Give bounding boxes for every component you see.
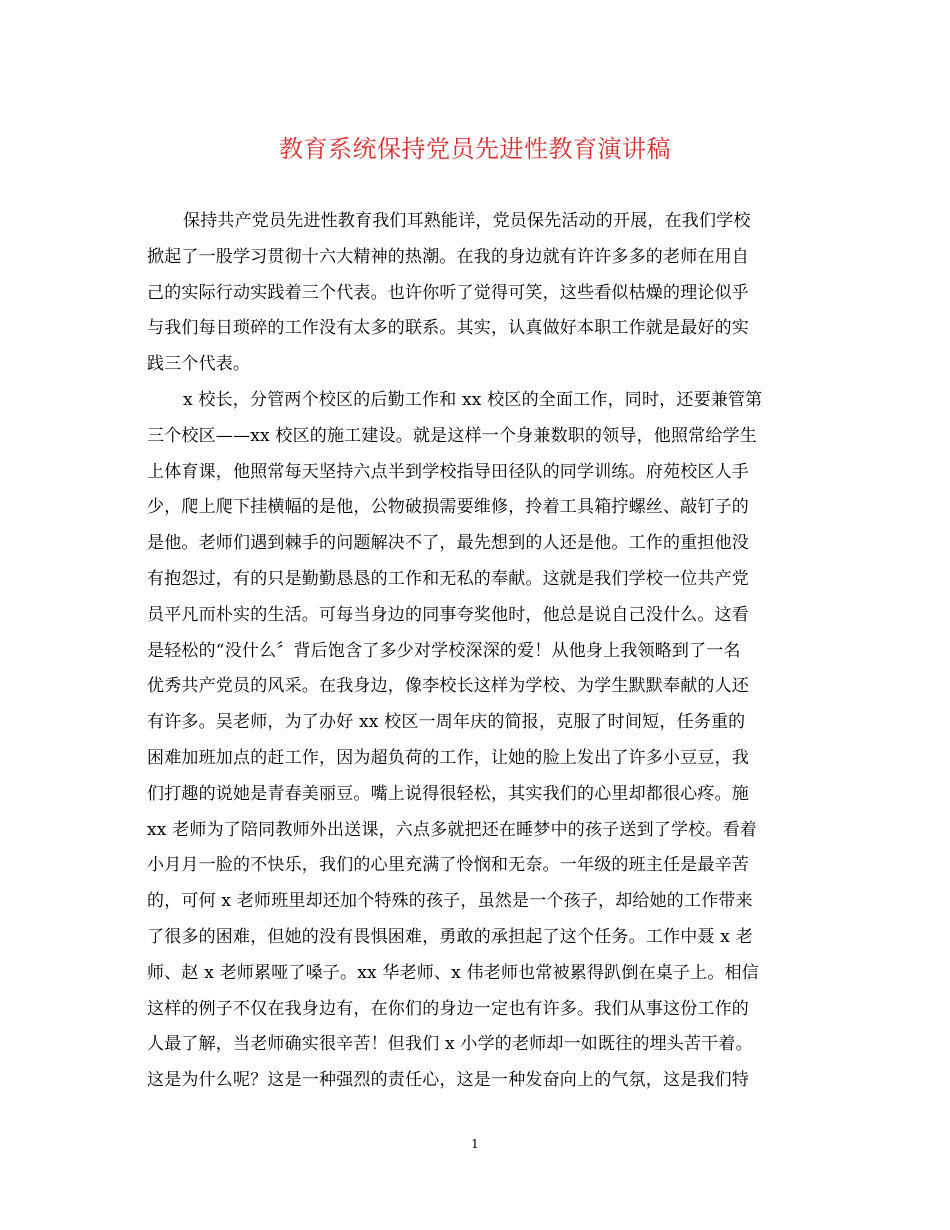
- text-line: 小月月一脸的不快乐，我们的心里充满了怜悯和无奈。一年级的班主任是最辛苦: [147, 855, 749, 876]
- text-line: 优秀共产党员的风采。在我身边，像李校长这样为学校、为学生默默奉献的人还: [147, 676, 749, 697]
- text-line: 这样的例子不仅在我身边有，在你们的身边一定也有许多。我们从事这份工作的: [147, 998, 749, 1019]
- text-line: xx 老师为了陪同教师外出送课，六点多就把还在睡梦中的孩子送到了学校。看着: [147, 819, 757, 840]
- page-number: 1: [471, 1137, 479, 1151]
- text-line: 员平凡而朴实的生活。可每当身边的同事夸奖他时，他总是说自己没什么。这看: [147, 604, 749, 625]
- text-line: 少，爬上爬下挂横幅的是他，公物破损需要维修，拎着工具箱拧螺丝、敲钉子的: [147, 497, 749, 518]
- document-title: 教育系统保持党员先进性教育演讲稿: [279, 135, 671, 163]
- text-line: 们打趣的说她是青春美丽豆。嘴上说得很轻松，其实我们的心里却都很心疼。施: [147, 783, 749, 804]
- text-line: 这是为什么呢？这是一种强烈的责任心，这是一种发奋向上的气氛，这是我们特: [147, 1070, 749, 1091]
- text-line: 践三个代表。: [147, 354, 251, 375]
- paragraph-1: [147, 204, 807, 383]
- text-line: 是轻松的“没什么〞背后饱含了多少对学校深深的爱！从他身上我领略到了一名: [147, 640, 741, 661]
- document-body: [147, 204, 807, 1099]
- text-line: 三个校区——xx 校区的施工建设。就是这样一个身兼数职的领导，他照常给学生: [147, 425, 757, 446]
- text-line: 己的实际行动实践着三个代表。也许你听了觉得可笑，这些看似枯燥的理论似乎: [147, 282, 749, 303]
- text-line: 是他。老师们遇到棘手的问题解决不了，最先想到的人还是他。工作的重担他没: [147, 533, 749, 554]
- text-line: 困难加班加点的赶工作，因为超负荷的工作，让她的脸上发出了许多小豆豆，我: [147, 747, 749, 768]
- text-line: 师、赵 x 老师累哑了嗓子。xx 华老师、x 伟老师也常被累得趴倒在桌子上。相信: [147, 962, 759, 983]
- text-line: x 校长，分管两个校区的后勤工作和 xx 校区的全面工作，同时，还要兼管第: [183, 389, 763, 410]
- text-line: 掀起了一股学习贯彻十六大精神的热潮。在我的身边就有许许多多的老师在用自: [147, 246, 749, 267]
- text-line: 人最了解，当老师确实很辛苦！但我们 x 小学的老师却一如既往的埋头苦干着。: [147, 1034, 753, 1055]
- text-line: 与我们每日琐碎的工作没有太多的联系。其实，认真做好本职工作就是最好的实: [147, 318, 749, 339]
- text-line: 保持共产党员先进性教育我们耳熟能详，党员保先活动的开展，在我们学校: [183, 211, 751, 231]
- text-line: 的，可何 x 老师班里却还加个特殊的孩子，虽然是一个孩子，却给她的工作带来: [147, 891, 753, 912]
- paragraph-2: [147, 383, 807, 1099]
- text-line: 有许多。吴老师，为了办好 xx 校区一周年庆的简报，克服了时间短，任务重的: [147, 712, 746, 733]
- text-line: 有抱怨过，有的只是勤勤恳恳的工作和无私的奉献。这就是我们学校一位共产党: [147, 568, 749, 589]
- text-line: 上体育课，他照常每天坚持六点半到学校指导田径队的同学训练。府苑校区人手: [147, 461, 749, 482]
- text-line: 了很多的困难，但她的没有畏惧困难，勇敢的承担起了这个任务。工作中聂 x 老: [147, 926, 753, 947]
